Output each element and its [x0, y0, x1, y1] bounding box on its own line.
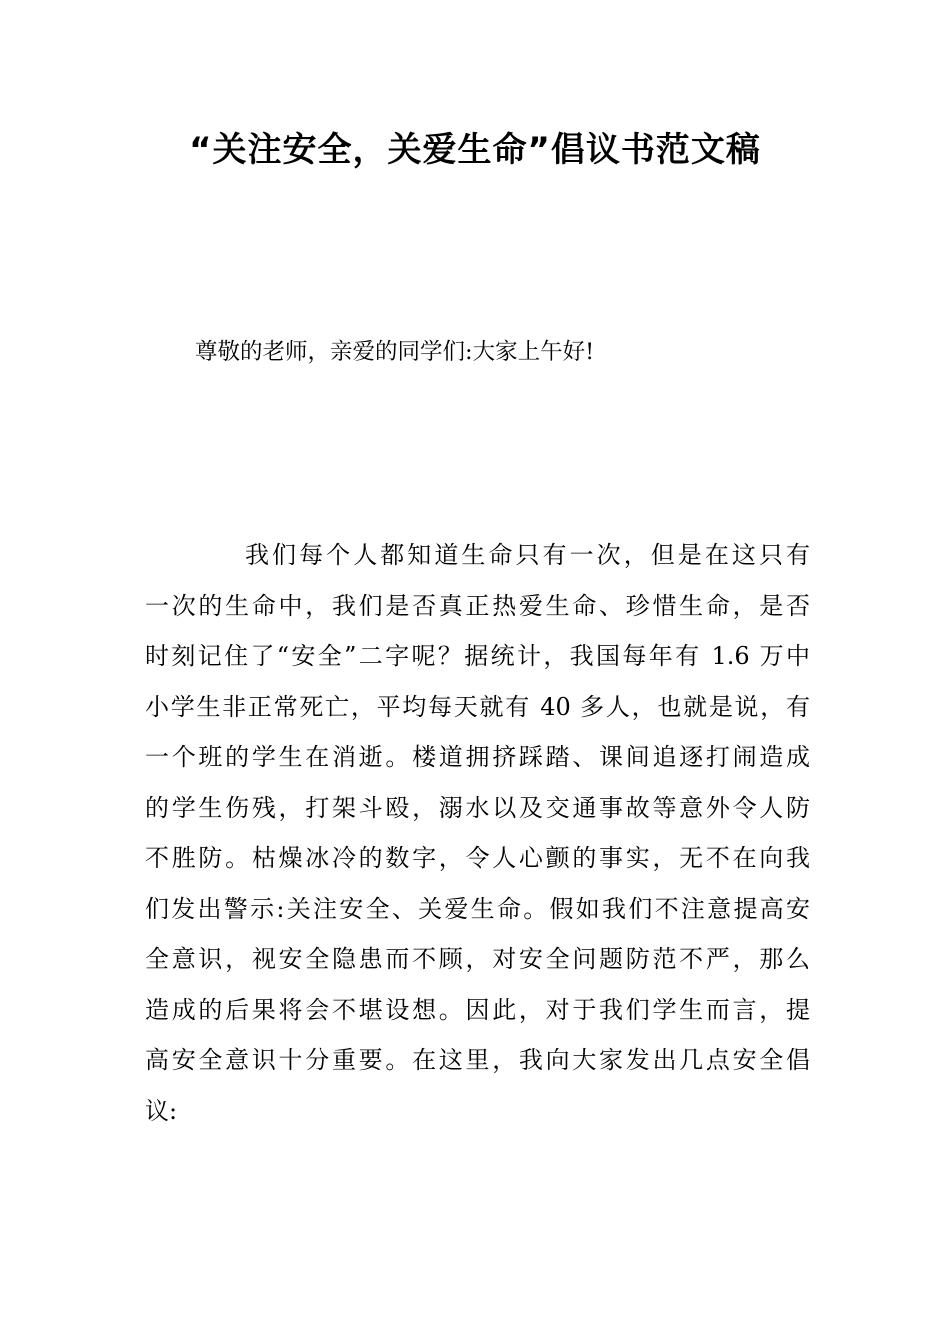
body-line: 一个班的学生在消逝。楼道拥挤踩踏、课间追逐打闹造成: [145, 743, 810, 771]
body-line: 一次的生命中，我们是否真正热爱生命、珍惜生命，是否: [145, 591, 810, 620]
body-line: 小学生非正常死亡，平均每天就有 40 多人，也就是说，有: [145, 692, 810, 721]
body-line: 造成的后果将会不堪设想。因此，对于我们学生而言，提: [145, 995, 810, 1024]
body-line: 高安全意识十分重要。在这里，我向大家发出几点安全倡: [145, 1046, 810, 1074]
body-line: 我们每个人都知道生命只有一次，但是在这只有: [245, 541, 810, 569]
greeting-paragraph: 尊敬的老师，亲爱的同学们:大家上午好!: [195, 339, 595, 365]
body-line: 们发出警示:关注安全、关爱生命。假如我们不注意提高安: [145, 894, 810, 923]
body-line: 全意识，视安全隐患而不顾，对安全问题防范不严，那么: [145, 945, 810, 973]
document-title: “关注安全，关爱生命”倡议书范文稿: [189, 130, 761, 170]
body-paragraph: [145, 530, 810, 1136]
body-line: 议:: [145, 1096, 178, 1125]
body-line: 不胜防。枯燥冰冷的数字，令人心颤的事实，无不在向我: [145, 844, 810, 872]
body-line: 时刻记住了“安全”二字呢？据统计，我国每年有 1.6 万中: [145, 642, 810, 670]
body-line: 的学生伤残，打架斗殴，溺水以及交通事故等意外令人防: [145, 793, 810, 822]
